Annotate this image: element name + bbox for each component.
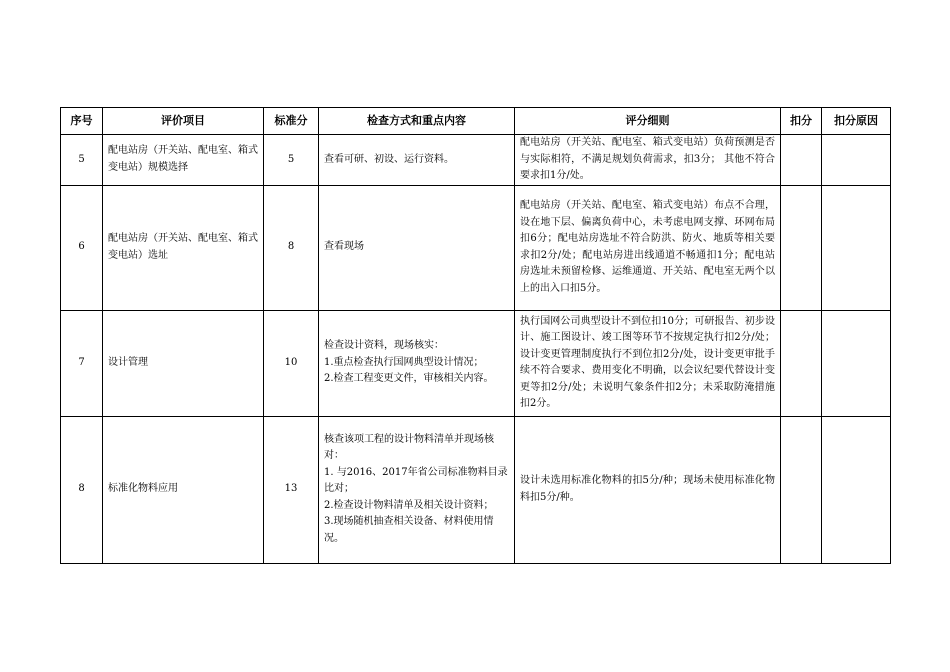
row-rule: 设计未选用标准化物料的扣5分/种；现场未使用标准化物料扣5分/种。: [515, 416, 781, 563]
table-row: [61, 310, 891, 416]
row-item: 设计管理: [103, 310, 264, 416]
row-reason: [822, 310, 891, 416]
row-no: 5: [61, 135, 103, 186]
row-score: 5: [264, 135, 319, 186]
method-line: 1. 与2016、2017年省公司标准物料目录比对；: [324, 466, 508, 495]
header-item: 评价项目: [103, 108, 264, 135]
row-reason: [822, 185, 891, 310]
row-no: 8: [61, 416, 103, 563]
row-method: [319, 416, 515, 563]
header-deduct: 扣分: [781, 108, 822, 135]
row-method: 查看可研、初设、运行资料。: [319, 135, 515, 186]
row-rule: 配电站房（开关站、配电室、箱式变电站）负荷预测是否与实际相符，不满足规划负荷需求，扣3分； 其他不符合要求扣1分/处。: [515, 135, 781, 186]
row-method: [319, 310, 515, 416]
table-row: [61, 416, 891, 563]
method-line: 2.检查工程变更文件，审核相关内容。: [324, 373, 494, 385]
header-reason: 扣分原因: [822, 108, 891, 135]
row-deduct: [781, 135, 822, 186]
header-no: 序号: [61, 108, 103, 135]
header-method: 检查方式和重点内容: [319, 108, 515, 135]
row-item: 配电站房（开关站、配电室、箱式变电站）规模选择: [103, 135, 264, 186]
row-no: 7: [61, 310, 103, 416]
header-rule: 评分细则: [515, 108, 781, 135]
row-deduct: [781, 185, 822, 310]
row-no: 6: [61, 185, 103, 310]
method-line: 检查设计资料，现场核实：: [324, 340, 444, 352]
row-item: 配电站房（开关站、配电室、箱式变电站）选址: [103, 185, 264, 310]
method-line: 1.重点检查执行国网典型设计情况；: [324, 356, 484, 368]
header-row: [61, 108, 891, 135]
row-reason: [822, 135, 891, 186]
method-line: 核查该项工程的设计物料清单并现场核对：: [324, 433, 494, 462]
row-score: 10: [264, 310, 319, 416]
table-row: [61, 135, 891, 186]
header-score: 标准分: [264, 108, 319, 135]
row-score: 13: [264, 416, 319, 563]
row-rule: 执行国网公司典型设计不到位扣10分；可研报告、初步设计、施工图设计、竣工图等环节不按规定执行扣2分/处；设计变更管理制度执行不到位扣2分/处，设计变更审批手续不符合要求、费用变化不明确，以会议纪要代替设计变更等扣2分/处；未说明气象条件扣2分；未采取防淹措施扣2分。: [515, 310, 781, 416]
row-method: 查看现场: [319, 185, 515, 310]
row-score: 8: [264, 185, 319, 310]
row-item: 标准化物料应用: [103, 416, 264, 563]
row-deduct: [781, 416, 822, 563]
row-reason: [822, 416, 891, 563]
method-line: 3.现场随机抽查相关设备、材料使用情况。: [324, 516, 494, 544]
method-line: 2.检查设计物料清单及相关设计资料；: [324, 499, 494, 511]
table-row: [61, 185, 891, 310]
row-rule: 配电站房（开关站、配电室、箱式变电站）布点不合理，设在地下层、偏离负荷中心，未考虑电网支撑、环网布局扣6分；配电站房选址不符合防洪、防火、地质等相关要求扣2分/处；配电站房进出线通道不畅通扣1分；配电站房选址未预留检修、运维通道、开关站、配电室无两个以上的出入口扣5分。: [515, 185, 781, 310]
evaluation-table: [60, 107, 891, 564]
row-deduct: [781, 310, 822, 416]
